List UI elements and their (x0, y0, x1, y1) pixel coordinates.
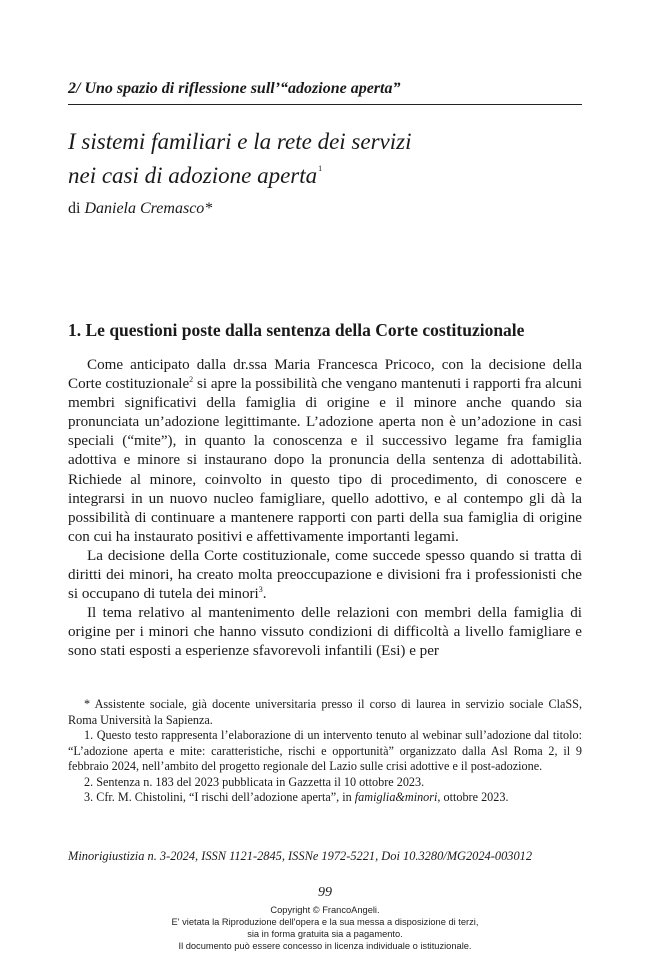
article-title (68, 128, 588, 189)
title-line-1: I sistemi familiari e la rete dei servizi (68, 129, 412, 154)
footnotes (68, 697, 582, 806)
section-rule (68, 104, 582, 105)
title-note-ref[interactable]: 1 (318, 164, 323, 173)
footnote-2: 2. Sentenza n. 183 del 2023 pubblicata in Gazzetta il 10 ottobre 2023. (84, 774, 425, 789)
page-number: 99 (318, 885, 332, 900)
body-text (68, 356, 582, 662)
paragraph-2-start: La decisione della Corte costituzionale, come succede spesso quando si tratta di diritti dei minori, ha creato molta preoccupazione e divisioni fra i professionisti che si occupano di tutela dei minori (68, 547, 582, 603)
heading-1: 1. Le questioni poste dalla sentenza della Corte costituzionale (68, 320, 525, 340)
author-name: Daniela Cremasco* (84, 200, 213, 217)
copyright-line-1: Copyright © FrancoAngeli. (270, 905, 380, 915)
paragraph-2-end: . (262, 586, 267, 603)
note-ref-2[interactable]: 2 (189, 375, 194, 385)
footnote-3-end: , ottobre 2023. (437, 790, 509, 804)
copyright-notice (0, 904, 650, 952)
footnote-1: 1. Questo testo rappresenta l’elaborazione di un intervento tenuto al webinar sull’adozione dal titolo: “L’adozione aperta e mite: caratteristiche, rischi e opportunità” organizzato dalla Asl Roma 2, il 9 febbraio 2024, nell’ambito del progetto regionale del Lazio sulle crisi adottive e il post-adozione. (68, 728, 582, 773)
paragraph-1-rest: si apre la possibilità che vengano mantenuti i rapporti fra alcuni membri significativi della famiglia di origine e il minore anche quando sia pronunciata un’adozione legittimante. L’adozione aperta non è un’adozione in casi speciali (“mite”), in quanto la conoscenza e il successivo legame fra famiglia adottiva e minore si instaurano dopo la pronuncia della sentenza di adottabilità. Richiede al minore, coinvolto in questo tipo di procedimento, di conoscere e integrarsi in un nuovo nucleo famigliare, quello adottivo, e al contempo gli dà la possibilità di continuare a mantenere rapporti con parti della sua famiglia di origine con cui ha instaurato positivi e affettivamente importanti legami. (68, 376, 582, 545)
copyright-line-2: E' vietata la Riproduzione dell'opera e la sua messa a disposizione di terzi, (171, 917, 479, 927)
footnote-author: * Assistente sociale, già docente universitaria presso il corso di laurea in servizio sociale ClaSS, Roma Università la Sapienza. (68, 697, 582, 727)
footnote-3-start: 3. Cfr. M. Chistolini, “I rischi dell’adozione aperta”, in (84, 790, 355, 804)
copyright-line-3: sia in forma gratuita sia a pagamento. (247, 929, 403, 939)
note-ref-3[interactable]: 3 (258, 585, 263, 595)
footnote-3 (68, 790, 582, 806)
byline (68, 200, 212, 218)
paragraph-3: Il tema relativo al mantenimento delle relazioni con membri della famiglia di origine per i minori che hanno vissuto condizioni di difficoltà a livello famigliare e sono stati esposti a esperienze sfavorevoli infantili (Esi) e per (68, 605, 582, 660)
paragraph-1 (68, 356, 582, 547)
paragraph-2 (68, 547, 582, 604)
footnote-3-journal: famiglia&minori (354, 790, 438, 804)
paragraph-1-start: Come anticipato dalla dr.ssa Maria Francesca Pricoco, con la decisione della Corte costituzionale (68, 357, 582, 393)
byline-prefix: di (68, 200, 81, 217)
section-heading: 2/ Uno spazio di riflessione sull’“adozione aperta” (68, 80, 401, 97)
title-line-2: nei casi di adozione aperta (68, 163, 318, 188)
copyright-line-4: Il documento può essere concesso in licenza individuale o istituzionale. (178, 941, 472, 951)
journal-citation: Minorigiustizia n. 3-2024, ISSN 1121-2845, ISSNe 1972-5221, Doi 10.3280/MG2024-003012 (68, 849, 533, 863)
